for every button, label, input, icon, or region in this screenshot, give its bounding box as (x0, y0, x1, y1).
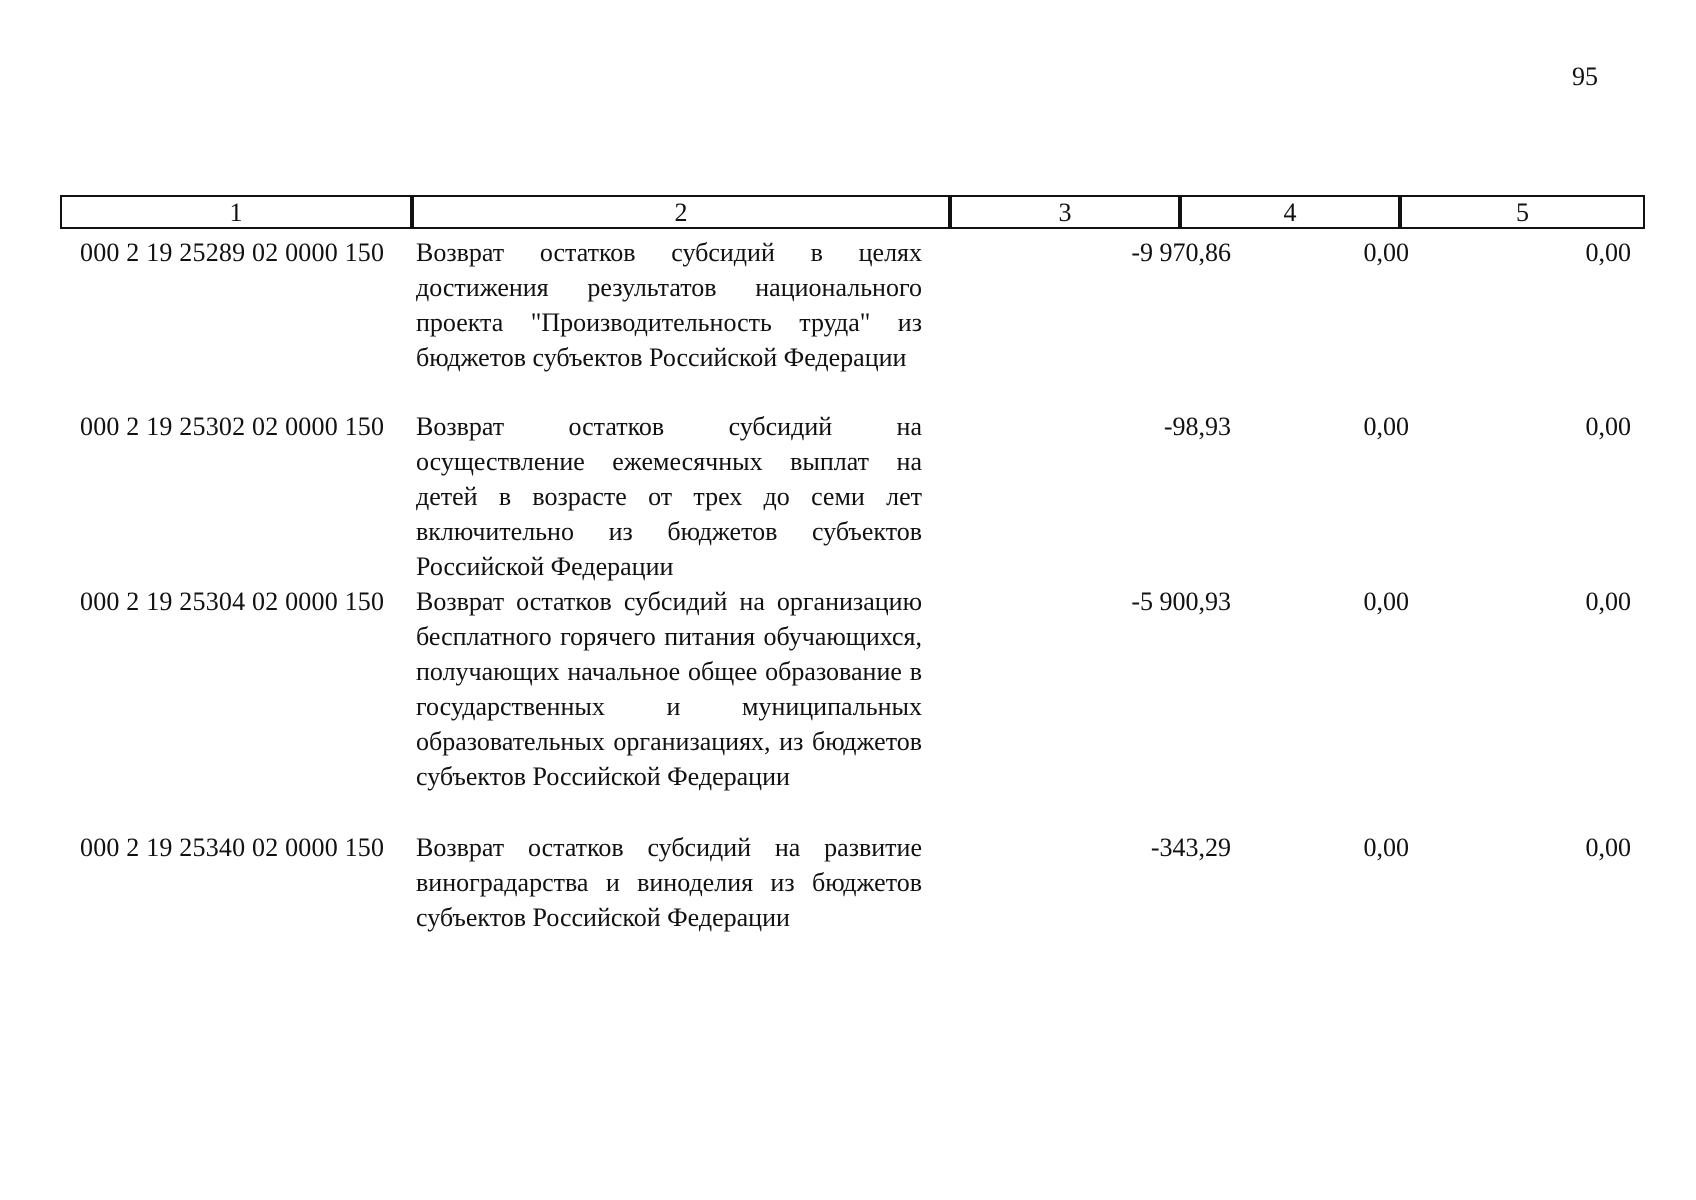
row-value-col3: -98,93 (1163, 412, 1231, 441)
row-code: 000 2 19 25340 02 0000 150 (80, 833, 385, 862)
row-value-col4: 0,00 (1363, 238, 1409, 267)
header-col-4: 4 (1180, 195, 1400, 229)
row-value-col5: 0,00 (1585, 238, 1631, 267)
row-code: 000 2 19 25302 02 0000 150 (80, 412, 385, 441)
header-col-1: 1 (60, 195, 412, 229)
row-description: Возврат остатков субсидий на организацию бесплатного горячего питания обучающихся, получающих начальное общее образование в государственных и муниципальных образовательных организациях, из бюджетов субъектов Российской Федерации (416, 587, 922, 791)
row-value-col4: 0,00 (1363, 587, 1409, 616)
row-value-col4: 0,00 (1363, 412, 1409, 441)
row-value-col3: -9 970,86 (1131, 238, 1231, 267)
table-header-row (60, 195, 1645, 233)
row-description: Возврат остатков субсидий на развитие виноградарства и виноделия из бюджетов субъектов Российской Федерации (416, 833, 922, 932)
row-code: 000 2 19 25289 02 0000 150 (80, 238, 385, 267)
header-col-5: 5 (1400, 195, 1645, 229)
row-value-col4: 0,00 (1363, 833, 1409, 862)
row-description: Возврат остатков субсидий в целях достижения результатов национального проекта "Производительность труда" из бюджетов субъектов Российской Федерации (416, 238, 922, 372)
header-col-2: 2 (412, 195, 950, 229)
budget-table (60, 195, 1645, 932)
row-value-col3: -343,29 (1150, 833, 1231, 862)
row-value-col5: 0,00 (1585, 587, 1631, 616)
row-value-col3: -5 900,93 (1131, 587, 1231, 616)
row-code: 000 2 19 25304 02 0000 150 (80, 587, 385, 616)
row-value-col5: 0,00 (1585, 412, 1631, 441)
page-number: 95 (1572, 62, 1598, 91)
header-col-3: 3 (950, 195, 1180, 229)
row-value-col5: 0,00 (1585, 833, 1631, 862)
row-description: Возврат остатков субсидий на осуществление ежемесячных выплат на детей в возрасте от трех до семи лет включительно из бюджетов субъектов Российской Федерации (416, 412, 922, 581)
